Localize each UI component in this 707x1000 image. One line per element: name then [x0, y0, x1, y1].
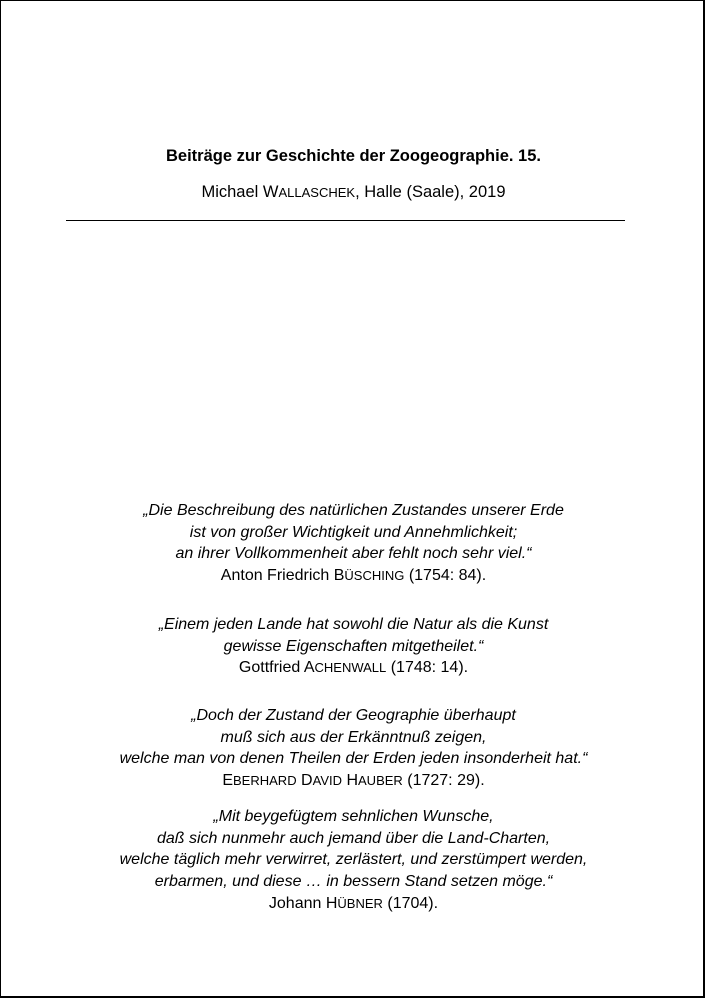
attribution-name-initial: D [301, 772, 313, 790]
attribution-name-rest: AUBER [358, 773, 403, 789]
quote-line: muß sich aus der Erkänntnuß zeigen, [220, 728, 487, 746]
attribution-name-initial: H [346, 772, 359, 790]
epigraph-quote-1 [0, 500, 707, 587]
quote-line: „Einem jeden Lande hat sowohl die Natur als die Kunst [158, 616, 549, 633]
page-title: Beiträge zur Geschichte der Zoogeographie. 15. [165, 147, 541, 165]
byline-author-first: Michael [201, 183, 259, 201]
quote-line: daß sich nunmehr auch jemand über die Land-Charten, [156, 829, 551, 847]
byline [0, 182, 707, 203]
quote-line: welche täglich mehr verwirret, zerlästert, und zerstümpert werden, [119, 851, 588, 869]
quote-line: ist von großer Wichtigkeit und Annehmlichkeit; [189, 523, 518, 541]
quote-attribution [0, 565, 707, 587]
epigraph-quote-3 [0, 705, 707, 792]
epigraph-quote-2 [0, 614, 707, 679]
attribution-last-rest: ÜBNER [337, 895, 383, 911]
quote-attribution [0, 893, 707, 915]
quote-attribution [0, 770, 707, 792]
quote-line: erbarmen, und diese … in bessern Stand setzen möge.“ [154, 873, 553, 891]
quote-line: „Doch der Zustand der Geographie überhaupt [191, 707, 516, 724]
byline-location-year: , Halle (Saale), 2019 [355, 183, 506, 201]
attribution-citation: (1704). [382, 894, 439, 912]
quote-line: welche man von denen Theilen der Erden jeden insonderheit hat.“ [119, 750, 588, 768]
attribution-author-first: Johann [268, 894, 322, 912]
attribution-author-first: Gottfried [238, 659, 301, 677]
quote-line: „Mit beygefügtem sehnlichen Wunsche, [213, 808, 494, 825]
attribution-name-rest: BERHARD [233, 773, 297, 789]
attribution-name-rest: AVID [312, 773, 342, 789]
attribution-citation: (1754: 84). [404, 567, 487, 585]
attribution-author-first: Anton Friedrich [220, 567, 330, 585]
attribution-citation: (1727: 29). [402, 772, 485, 790]
epigraph-quote-4 [0, 806, 707, 915]
attribution-last-rest: ÜSCHING [344, 568, 405, 584]
attribution-last-initial: H [325, 894, 338, 912]
quote-attribution [0, 657, 707, 679]
byline-author-last-rest: ALLASCHEK [278, 185, 356, 200]
attribution-citation: (1748: 14). [386, 659, 469, 677]
quote-line: „Die Beschreibung des natürlichen Zustandes unserer Erde [143, 502, 564, 519]
byline-author-last-initial: W [262, 183, 279, 201]
attribution-last-initial: A [303, 659, 315, 677]
attribution-last-rest: CHENWALL [314, 660, 387, 676]
attribution-name-initial: E [222, 772, 234, 790]
attribution-last-initial: B [333, 567, 345, 585]
header-divider [66, 220, 625, 221]
quote-line: an ihrer Vollkommenheit aber fehlt noch sehr viel.“ [175, 545, 532, 563]
quote-line: gewisse Eigenschaften mitgetheilet.“ [223, 637, 484, 655]
